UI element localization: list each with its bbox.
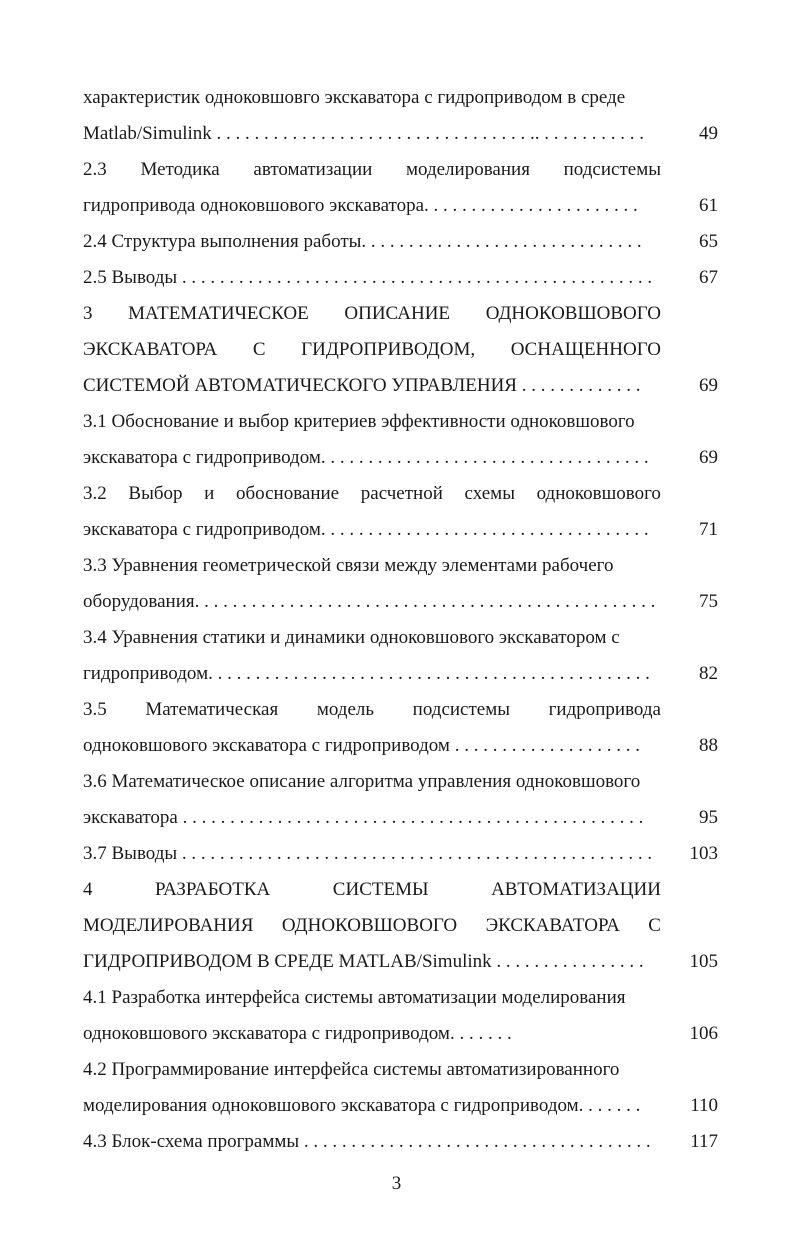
toc-entry-9-line-1: одноковшового экскаватора с гидроприводом . . . . . . . . . . . . . . . . . . . . <box>83 735 640 756</box>
toc-entry-5-line-1: экскаватора с гидроприводом. . . . . . . . . . . . . . . . . . . . . . . . . . . . . . . . . . . <box>83 447 649 468</box>
toc-page-number: 103 <box>689 843 718 864</box>
toc-page-number: 75 <box>699 591 718 612</box>
toc-entry-7-line-0: 3.3 Уравнения геометрической связи между элементами рабочего <box>83 555 614 576</box>
toc-page-number: 117 <box>690 1131 718 1152</box>
toc-page-number: 69 <box>699 447 718 468</box>
toc-entry-8-line-1: гидроприводом. . . . . . . . . . . . . . . . . . . . . . . . . . . . . . . . . . . . . . . . . . . . . . . <box>83 663 650 684</box>
toc-entry-2-line-0: 2.4 Структура выполнения работы. . . . . . . . . . . . . . . . . . . . . . . . . . . . . . <box>83 231 642 252</box>
toc-entry-11-line-0: 3.7 Выводы . . . . . . . . . . . . . . . . . . . . . . . . . . . . . . . . . . . . . . . . . . . . . . . . . . <box>83 843 653 864</box>
toc-entry-3-line-0: 2.5 Выводы . . . . . . . . . . . . . . . . . . . . . . . . . . . . . . . . . . . . . . . . . . . . . . . . . . <box>83 267 653 288</box>
toc-entry-13-line-1: одноковшового экскаватора с гидроприводом. . . . . . . <box>83 1023 512 1044</box>
toc-entry-4-line-0: 3 МАТЕМАТИЧЕСКОЕ ОПИСАНИЕ ОДНОКОВШОВОГО <box>83 303 661 324</box>
toc-entry-0-line-1: Matlab/Simulink . . . . . . . . . . . . . . . . . . . . . . . . . . . . . . . . . .. . . . . . . . . . . . <box>83 123 645 144</box>
toc-entry-0-line-0: характеристик одноковшовго экскаватора с гидроприводом в среде <box>83 87 626 108</box>
toc-entry-13-line-0: 4.1 Разработка интерфейса системы автоматизации моделирования <box>83 987 626 1008</box>
toc-page-number: 49 <box>699 123 718 144</box>
toc-page-number: 88 <box>699 735 718 756</box>
toc-page-number: 105 <box>689 951 718 972</box>
toc-entry-4-line-2: СИСТЕМОЙ АВТОМАТИЧЕСКОГО УПРАВЛЕНИЯ . . . . . . . . . . . . . <box>83 375 641 396</box>
toc-entry-5-line-0: 3.1 Обоснование и выбор критериев эффективности одноковшового <box>83 411 635 432</box>
toc-entry-8-line-0: 3.4 Уравнения статики и динамики одноковшового экскаватором с <box>83 627 620 648</box>
toc-page-number: 106 <box>689 1023 718 1044</box>
toc-entry-12-line-0: 4 РАЗРАБОТКА СИСТЕМЫ АВТОМАТИЗАЦИИ <box>83 879 661 900</box>
toc-page-number: 110 <box>690 1095 718 1116</box>
toc-page-number: 95 <box>699 807 718 828</box>
toc-page-number: 67 <box>699 267 718 288</box>
toc-entry-15-line-0: 4.3 Блок-схема программы . . . . . . . . . . . . . . . . . . . . . . . . . . . . . . . . . . . . . <box>83 1131 651 1152</box>
toc-page-number: 65 <box>699 231 718 252</box>
page-number: 3 <box>391 1173 402 1194</box>
toc-entry-12-line-1: МОДЕЛИРОВАНИЯ ОДНОКОВШОВОГО ЭКСКАВАТОРА С <box>83 915 661 936</box>
toc-entry-1-line-0: 2.3 Методика автоматизации моделирования подсистемы <box>83 159 661 180</box>
toc-entry-10-line-0: 3.6 Математическое описание алгоритма управления одноковшового <box>83 771 641 792</box>
toc-entry-1-line-1: гидропривода одноковшового экскаватора. . . . . . . . . . . . . . . . . . . . . . . <box>83 195 638 216</box>
toc-entry-12-line-2: ГИДРОПРИВОДОМ В СРЕДЕ MATLAB/Simulink . . . . . . . . . . . . . . . . <box>83 951 644 972</box>
toc-page-number: 61 <box>699 195 718 216</box>
toc-entry-14-line-1: моделирования одноковшового экскаватора с гидроприводом. . . . . . . <box>83 1095 641 1116</box>
toc-entry-9-line-0: 3.5 Математическая модель подсистемы гидропривода <box>83 699 661 720</box>
toc-page-number: 69 <box>699 375 718 396</box>
toc-page-number: 71 <box>699 519 718 540</box>
toc-entry-4-line-1: ЭКСКАВАТОРА С ГИДРОПРИВОДОМ, ОСНАЩЕННОГО <box>83 339 661 360</box>
toc-page-number: 82 <box>699 663 718 684</box>
toc-entry-10-line-1: экскаватора . . . . . . . . . . . . . . . . . . . . . . . . . . . . . . . . . . . . . . . . . . . . . . . . . <box>83 807 644 828</box>
toc-entry-6-line-1: экскаватора с гидроприводом. . . . . . . . . . . . . . . . . . . . . . . . . . . . . . . . . . . <box>83 519 649 540</box>
toc-entry-6-line-0: 3.2 Выбор и обоснование расчетной схемы одноковшового <box>83 483 661 504</box>
toc-entry-14-line-0: 4.2 Программирование интерфейса системы автоматизированного <box>83 1059 620 1080</box>
toc-entry-7-line-1: оборудования. . . . . . . . . . . . . . . . . . . . . . . . . . . . . . . . . . . . . . . . . . . . . . . . . <box>83 591 656 612</box>
